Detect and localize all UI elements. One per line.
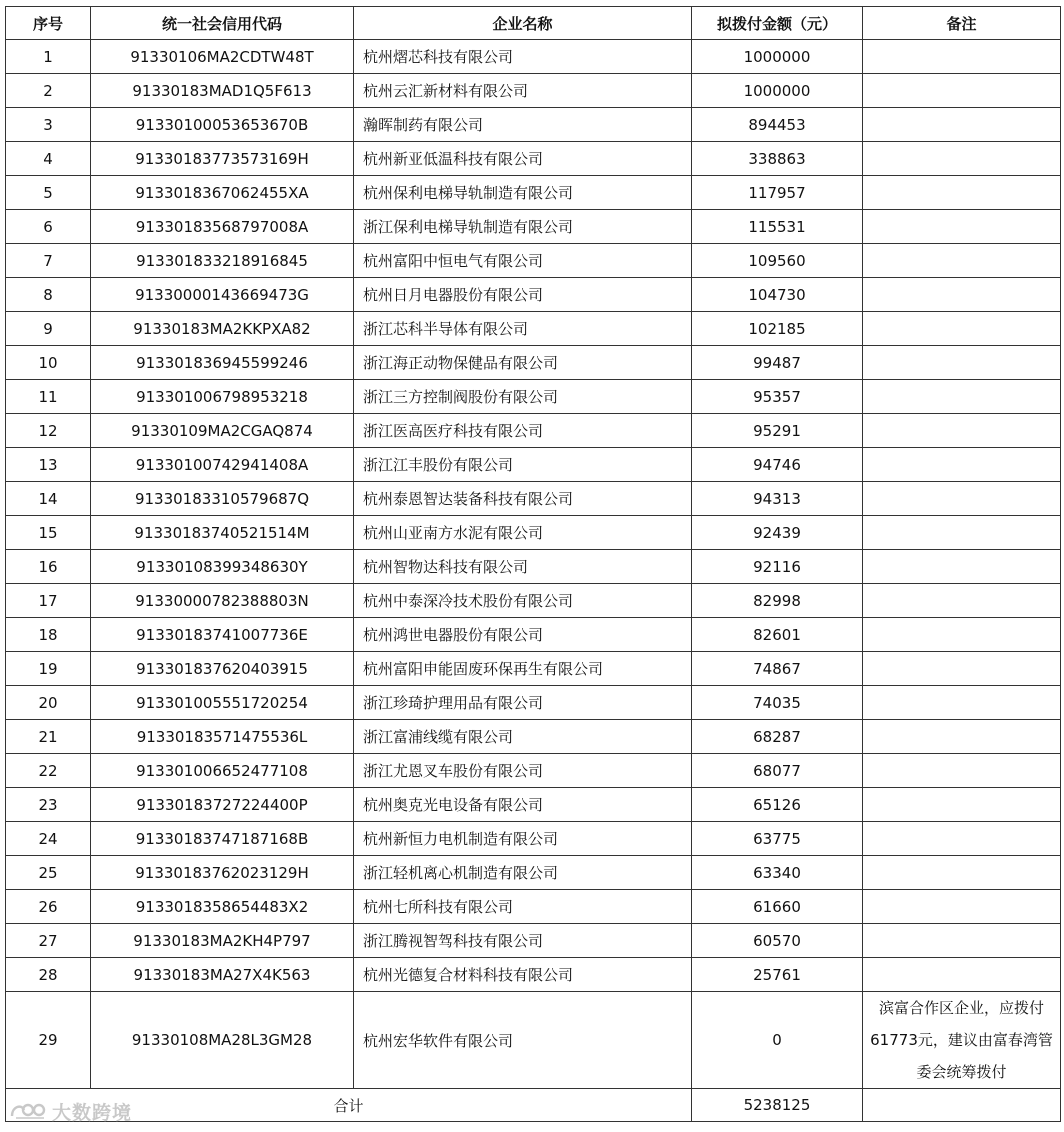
cell-credit-code: 91330183727224400P xyxy=(91,788,354,822)
cell-company: 杭州光德复合材料科技有限公司 xyxy=(354,958,692,992)
cell-credit-code: 913301005551720254 xyxy=(91,686,354,720)
cell-company: 浙江海正动物保健品有限公司 xyxy=(354,346,692,380)
cell-company: 杭州中泰深冷技术股份有限公司 xyxy=(354,584,692,618)
cell-remark xyxy=(863,958,1061,992)
cell-remark xyxy=(863,40,1061,74)
cell-remark xyxy=(863,686,1061,720)
cell-remark xyxy=(863,754,1061,788)
cell-remark xyxy=(863,550,1061,584)
table-row xyxy=(6,210,1061,244)
cell-index: 11 xyxy=(6,380,91,414)
table-row xyxy=(6,652,1061,686)
cell-amount: 68287 xyxy=(692,720,863,754)
table-row xyxy=(6,618,1061,652)
table-row xyxy=(6,142,1061,176)
table-row xyxy=(6,890,1061,924)
cell-company: 杭州保利电梯导轨制造有限公司 xyxy=(354,176,692,210)
cell-credit-code: 91330000782388803N xyxy=(91,584,354,618)
table-row xyxy=(6,924,1061,958)
table-row xyxy=(6,74,1061,108)
table-row xyxy=(6,40,1061,74)
cell-company: 杭州鸿世电器股份有限公司 xyxy=(354,618,692,652)
cell-amount: 82998 xyxy=(692,584,863,618)
table-row xyxy=(6,822,1061,856)
cell-remark xyxy=(863,414,1061,448)
cell-credit-code: 91330109MA2CGAQ874 xyxy=(91,414,354,448)
cell-credit-code: 91330183568797008A xyxy=(91,210,354,244)
cell-amount: 92116 xyxy=(692,550,863,584)
cell-amount: 104730 xyxy=(692,278,863,312)
cell-remark xyxy=(863,618,1061,652)
cell-credit-code: 9133018367062455XA xyxy=(91,176,354,210)
table-row xyxy=(6,346,1061,380)
cell-remark xyxy=(863,312,1061,346)
table-row xyxy=(6,720,1061,754)
cell-index: 13 xyxy=(6,448,91,482)
cell-company: 浙江尤恩叉车股份有限公司 xyxy=(354,754,692,788)
cell-credit-code: 91330183773573169H xyxy=(91,142,354,176)
table-row xyxy=(6,380,1061,414)
cell-company: 杭州新亚低温科技有限公司 xyxy=(354,142,692,176)
cell-credit-code: 913301833218916845 xyxy=(91,244,354,278)
cell-company: 浙江芯科半导体有限公司 xyxy=(354,312,692,346)
cell-remark xyxy=(863,448,1061,482)
cell-remark xyxy=(863,176,1061,210)
cell-remark-note: 滨富合作区企业，应拨付61773元，建议由富春湾管委会统筹拨付 xyxy=(863,992,1061,1089)
cell-index: 10 xyxy=(6,346,91,380)
cell-company: 浙江轻机离心机制造有限公司 xyxy=(354,856,692,890)
cell-index: 8 xyxy=(6,278,91,312)
cell-company: 瀚晖制药有限公司 xyxy=(354,108,692,142)
cell-credit-code: 91330183762023129H xyxy=(91,856,354,890)
cell-remark xyxy=(863,720,1061,754)
cell-credit-code: 91330000143669473G xyxy=(91,278,354,312)
cell-index: 12 xyxy=(6,414,91,448)
cell-credit-code: 91330183MA2KH4P797 xyxy=(91,924,354,958)
total-remark xyxy=(863,1089,1061,1122)
header-remark: 备注 xyxy=(863,7,1061,40)
cell-company: 杭州新恒力电机制造有限公司 xyxy=(354,822,692,856)
cell-company: 浙江江丰股份有限公司 xyxy=(354,448,692,482)
cell-credit-code: 91330106MA2CDTW48T xyxy=(91,40,354,74)
cell-amount: 60570 xyxy=(692,924,863,958)
cell-amount: 1000000 xyxy=(692,40,863,74)
cell-remark xyxy=(863,108,1061,142)
table-row xyxy=(6,992,1061,1089)
cell-company: 浙江珍琦护理用品有限公司 xyxy=(354,686,692,720)
cell-index: 28 xyxy=(6,958,91,992)
cell-company: 杭州云汇新材料有限公司 xyxy=(354,74,692,108)
table-row xyxy=(6,754,1061,788)
cell-index: 27 xyxy=(6,924,91,958)
cell-company: 杭州泰恩智达装备科技有限公司 xyxy=(354,482,692,516)
cell-amount: 82601 xyxy=(692,618,863,652)
cell-company: 杭州宏华软件有限公司 xyxy=(354,992,692,1089)
cell-credit-code: 91330100742941408A xyxy=(91,448,354,482)
table-row xyxy=(6,278,1061,312)
cell-amount: 68077 xyxy=(692,754,863,788)
cell-remark xyxy=(863,278,1061,312)
header-company: 企业名称 xyxy=(354,7,692,40)
cell-amount: 894453 xyxy=(692,108,863,142)
cell-remark xyxy=(863,74,1061,108)
cell-credit-code: 91330183747187168B xyxy=(91,822,354,856)
cell-index: 21 xyxy=(6,720,91,754)
cell-company: 杭州智物达科技有限公司 xyxy=(354,550,692,584)
cell-index: 20 xyxy=(6,686,91,720)
table-row xyxy=(6,788,1061,822)
table-row xyxy=(6,516,1061,550)
cell-amount: 95357 xyxy=(692,380,863,414)
cell-company: 杭州熠芯科技有限公司 xyxy=(354,40,692,74)
cell-remark xyxy=(863,210,1061,244)
cell-credit-code: 91330108399348630Y xyxy=(91,550,354,584)
cell-remark xyxy=(863,244,1061,278)
cell-index: 15 xyxy=(6,516,91,550)
cell-amount: 74035 xyxy=(692,686,863,720)
table-row xyxy=(6,686,1061,720)
table-row xyxy=(6,448,1061,482)
cell-remark xyxy=(863,142,1061,176)
cell-credit-code: 91330183MA27X4K563 xyxy=(91,958,354,992)
cell-remark xyxy=(863,346,1061,380)
cell-index: 23 xyxy=(6,788,91,822)
cell-index: 3 xyxy=(6,108,91,142)
cell-remark xyxy=(863,482,1061,516)
watermark xyxy=(8,1098,132,1124)
cell-company: 浙江医高医疗科技有限公司 xyxy=(354,414,692,448)
cell-company: 浙江三方控制阀股份有限公司 xyxy=(354,380,692,414)
cell-remark xyxy=(863,652,1061,686)
cell-remark xyxy=(863,584,1061,618)
cell-amount: 92439 xyxy=(692,516,863,550)
cell-amount: 94746 xyxy=(692,448,863,482)
cell-amount: 1000000 xyxy=(692,74,863,108)
cell-credit-code: 913301006798953218 xyxy=(91,380,354,414)
cell-company: 杭州日月电器股份有限公司 xyxy=(354,278,692,312)
cell-credit-code: 913301837620403915 xyxy=(91,652,354,686)
table-row xyxy=(6,414,1061,448)
cell-company: 杭州富阳中恒电气有限公司 xyxy=(354,244,692,278)
cell-remark xyxy=(863,890,1061,924)
cell-credit-code: 9133018358654483X2 xyxy=(91,890,354,924)
cell-index: 25 xyxy=(6,856,91,890)
cell-index: 26 xyxy=(6,890,91,924)
cell-credit-code: 91330183741007736E xyxy=(91,618,354,652)
cell-amount: 338863 xyxy=(692,142,863,176)
table-row xyxy=(6,176,1061,210)
table-header-row xyxy=(6,7,1061,40)
cell-company: 浙江腾视智驾科技有限公司 xyxy=(354,924,692,958)
cell-amount: 0 xyxy=(692,992,863,1089)
cell-amount: 109560 xyxy=(692,244,863,278)
watermark-text: 大数跨境 xyxy=(52,1101,133,1124)
cell-credit-code: 91330183740521514M xyxy=(91,516,354,550)
cell-index: 29 xyxy=(6,992,91,1089)
cell-credit-code: 913301836945599246 xyxy=(91,346,354,380)
cell-index: 1 xyxy=(6,40,91,74)
header-index: 序号 xyxy=(6,7,91,40)
table-row xyxy=(6,244,1061,278)
cell-company: 杭州奥克光电设备有限公司 xyxy=(354,788,692,822)
cell-index: 16 xyxy=(6,550,91,584)
cell-amount: 115531 xyxy=(692,210,863,244)
cell-index: 17 xyxy=(6,584,91,618)
table-row xyxy=(6,856,1061,890)
cell-credit-code: 91330100053653670B xyxy=(91,108,354,142)
cell-index: 24 xyxy=(6,822,91,856)
cell-index: 19 xyxy=(6,652,91,686)
total-amount: 5238125 xyxy=(692,1089,863,1122)
table-row xyxy=(6,550,1061,584)
cell-index: 9 xyxy=(6,312,91,346)
cell-credit-code: 91330183310579687Q xyxy=(91,482,354,516)
cell-amount: 117957 xyxy=(692,176,863,210)
cell-amount: 102185 xyxy=(692,312,863,346)
cell-index: 6 xyxy=(6,210,91,244)
cell-index: 7 xyxy=(6,244,91,278)
cell-remark xyxy=(863,788,1061,822)
cell-company: 浙江富浦线缆有限公司 xyxy=(354,720,692,754)
total-row xyxy=(6,1089,1061,1122)
cell-amount: 65126 xyxy=(692,788,863,822)
total-label: 合计 xyxy=(6,1089,692,1122)
cell-credit-code: 91330183MA2KKPXA82 xyxy=(91,312,354,346)
cell-amount: 99487 xyxy=(692,346,863,380)
cell-remark xyxy=(863,822,1061,856)
cell-amount: 63340 xyxy=(692,856,863,890)
cell-amount: 94313 xyxy=(692,482,863,516)
cell-company: 杭州富阳申能固废环保再生有限公司 xyxy=(354,652,692,686)
cell-company: 杭州七所科技有限公司 xyxy=(354,890,692,924)
table-row xyxy=(6,312,1061,346)
brand-logo-icon xyxy=(8,1100,48,1122)
cell-index: 22 xyxy=(6,754,91,788)
cell-amount: 25761 xyxy=(692,958,863,992)
cell-remark xyxy=(863,516,1061,550)
cell-amount: 63775 xyxy=(692,822,863,856)
table-row xyxy=(6,584,1061,618)
cell-amount: 74867 xyxy=(692,652,863,686)
cell-index: 2 xyxy=(6,74,91,108)
header-credit-code: 统一社会信用代码 xyxy=(91,7,354,40)
cell-index: 5 xyxy=(6,176,91,210)
header-amount: 拟拨付金额（元） xyxy=(692,7,863,40)
cell-amount: 95291 xyxy=(692,414,863,448)
cell-remark xyxy=(863,856,1061,890)
cell-credit-code: 91330183MAD1Q5F613 xyxy=(91,74,354,108)
cell-remark xyxy=(863,380,1061,414)
cell-credit-code: 913301006652477108 xyxy=(91,754,354,788)
allocation-table xyxy=(5,6,1061,1122)
cell-company: 浙江保利电梯导轨制造有限公司 xyxy=(354,210,692,244)
cell-index: 18 xyxy=(6,618,91,652)
cell-index: 4 xyxy=(6,142,91,176)
table-row xyxy=(6,482,1061,516)
cell-amount: 61660 xyxy=(692,890,863,924)
cell-company: 杭州山亚南方水泥有限公司 xyxy=(354,516,692,550)
cell-credit-code: 91330108MA28L3GM28 xyxy=(91,992,354,1089)
cell-remark xyxy=(863,924,1061,958)
cell-index: 14 xyxy=(6,482,91,516)
cell-credit-code: 91330183571475536L xyxy=(91,720,354,754)
table-row xyxy=(6,958,1061,992)
table-row xyxy=(6,108,1061,142)
